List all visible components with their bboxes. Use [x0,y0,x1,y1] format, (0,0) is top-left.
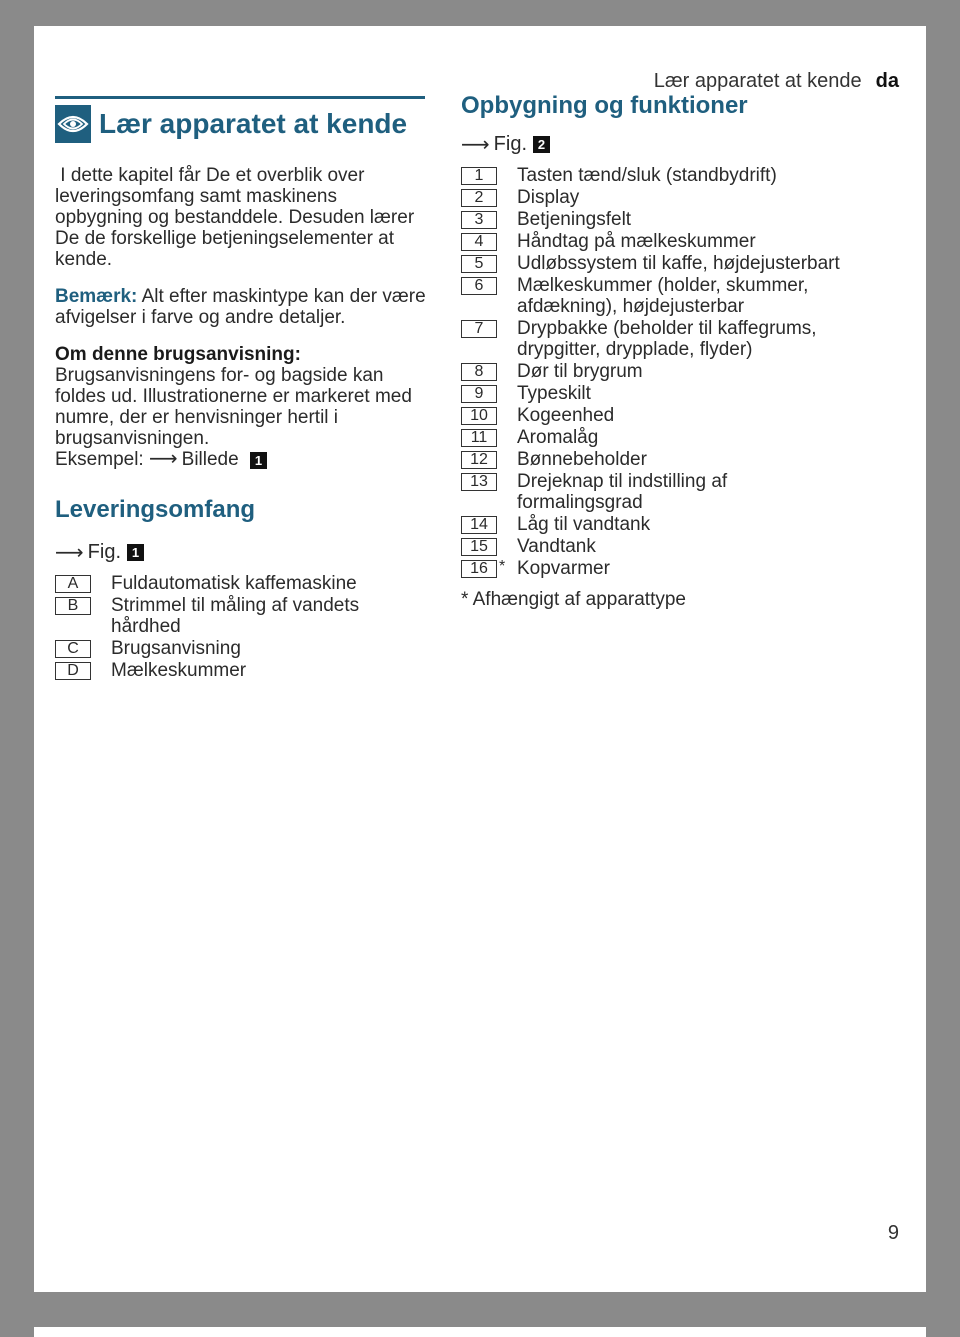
item-text: Brugsanvisning [111,638,241,659]
item-text: Udløbssystem til kaffe, højdejusterbart [517,253,840,274]
delivery-fig-label: Fig. [87,541,122,563]
list-item [55,573,427,594]
item-key-box: 11 [461,429,497,447]
running-header [654,70,899,93]
eye-icon [55,105,91,143]
item-key-box: 3 [461,211,497,229]
right-column [461,92,841,611]
chapter-heading [55,96,425,143]
parts-list [461,165,841,579]
item-text: Typeskilt [517,383,591,404]
delivery-heading: Leveringsomfang [55,496,256,523]
list-item [461,558,841,579]
arrow-right-icon: ⟶ [55,542,84,564]
item-text: Fuldautomatisk kaffemaskine [111,573,357,594]
item-key-box: 13 [461,473,497,491]
note-label: Bemærk: [55,286,138,307]
item-text: Drejeknap til indstilling af formalingsgrad [517,471,728,513]
item-key-box: 9 [461,385,497,403]
language-code: da [875,70,899,92]
list-item [461,449,841,470]
note-paragraph [55,286,427,328]
arrow-right-icon: ⟶ [148,448,178,470]
list-item [55,638,427,659]
item-key-box: 1 [461,167,497,185]
item-key-box: 5 [461,255,497,273]
about-paragraph [55,344,427,470]
item-key-box: A [55,575,91,593]
item-key-box: C [55,640,91,658]
delivery-list [55,573,427,681]
list-item [461,427,841,448]
list-item [461,253,841,274]
footnote-marker: * [499,558,506,575]
list-item [55,595,427,637]
chapter-title: Lær apparatet at kende [99,108,408,139]
list-item [461,361,841,382]
note-text: Alt efter maskintype kan der være afvigelser i farve og andre detaljer. [55,286,426,328]
item-text: Display [517,187,580,208]
item-key-box: D [55,662,91,680]
item-text: Tasten tænd/sluk (standbydrift) [517,165,777,186]
item-key-box: 6 [461,277,497,295]
list-item [461,536,841,557]
list-item [461,165,841,186]
item-key-box: 10 [461,407,497,425]
item-text: Bønnebeholder [517,449,647,470]
intro-text: I dette kapitel får De et overblik over leveringsomfang samt maskinens opbygning og bestanddele. Desuden lærer De de forskellige betjeningselementer at kende. [55,165,415,270]
item-text: Strimmel til måling af vandets hårdhed [111,595,360,637]
delivery-figure-reference [55,540,427,565]
construction-fig-label: Fig. [493,133,528,155]
figure-number-badge: 1 [127,544,144,561]
item-key-box: 7 [461,320,497,338]
construction-figure-reference [461,132,841,157]
list-item [461,209,841,230]
item-key-box: 2 [461,189,497,207]
item-key-box: 12 [461,451,497,469]
item-text: Kopvarmer [517,558,610,579]
list-item [461,471,841,513]
item-text: Mælkeskummer (holder, skummer, afdækning), højdejusterbar [517,275,809,317]
list-item [461,231,841,252]
item-text: Betjeningsfelt [517,209,632,230]
intro-paragraph [55,165,427,270]
left-column [55,96,427,682]
item-key-box: 15 [461,538,497,556]
item-text: Kogeenhed [517,405,615,426]
example-target: Billede [181,449,239,470]
item-key-box: 16 [461,560,497,578]
item-key-box: 14 [461,516,497,534]
example-label: Eksempel: [55,449,144,470]
item-key-box: 8 [461,363,497,381]
list-item [461,187,841,208]
figure-number-badge: 2 [533,136,550,153]
running-header-title: Lær apparatet at kende [653,70,862,92]
figure-number-badge: 1 [250,452,267,469]
item-text: Vandtank [517,536,596,557]
page-number: 9 [887,1222,899,1244]
list-item [55,660,427,681]
construction-heading: Opbygning og funktioner [461,92,748,119]
list-item [461,275,841,317]
next-page-edge [34,1327,926,1337]
list-item [461,514,841,535]
item-text: Låg til vandtank [517,514,651,535]
list-item [461,383,841,404]
about-text: Brugsanvisningens for- og bagside kan foldes ud. Illustrationerne er markeret med numre, der er henvisninger hertil i brugsanvisningen. [55,365,412,449]
item-text: Aromalåg [517,427,599,448]
arrow-right-icon: ⟶ [461,134,490,156]
about-label: Om denne brugsanvisning: [55,344,301,365]
list-item [461,405,841,426]
item-key-box: 4 [461,233,497,251]
list-item [461,318,841,360]
item-text: Håndtag på mælkeskummer [517,231,756,252]
item-text: Drypbakke (beholder til kaffegrums, drypgitter, drypplade, flyder) [517,318,817,360]
item-text: Mælkeskummer [111,660,247,681]
footnote: * Afhængigt af apparattype [461,589,686,610]
item-key-box: B [55,597,91,615]
item-text: Dør til brygrum [517,361,643,382]
